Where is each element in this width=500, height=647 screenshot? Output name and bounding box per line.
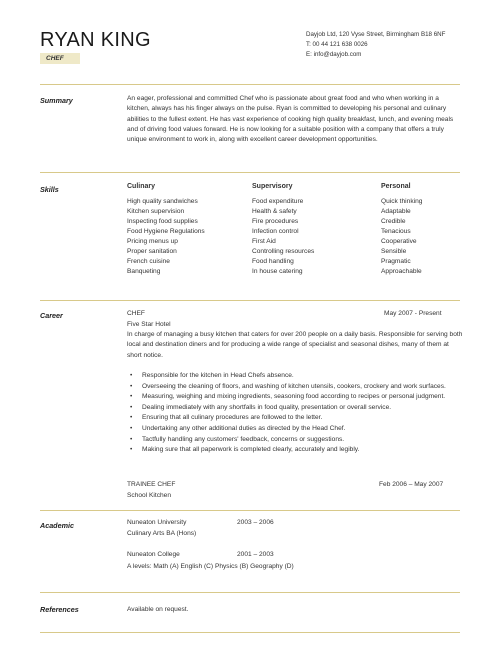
skill-item: In house catering (252, 268, 303, 275)
academic-qualification: Culinary Arts BA (Hons) (127, 530, 197, 537)
job-employer: Five Star Hotel (127, 321, 171, 328)
skill-item: French cuisine (127, 258, 170, 265)
references-heading: References (40, 605, 79, 614)
list-item: • Making sure that all paperwork is completed clearly, accurately and legibly. (130, 446, 360, 454)
skill-item: Fire procedures (252, 218, 299, 225)
list-item: • Responsible for the kitchen in Head Chefs absence. (130, 372, 294, 379)
skill-item: Pragmatic (381, 258, 411, 265)
section-divider (40, 632, 460, 633)
academic-institution: Nuneaton University (127, 519, 187, 526)
skills-heading: Skills (40, 185, 59, 194)
skill-item: Food Hygiene Regulations (127, 228, 205, 235)
job-role: TRAINEE CHEF (127, 481, 176, 488)
list-item: • Ensuring that all culinary procedures are followed to the letter. (130, 414, 323, 422)
skill-item: Infection control (252, 228, 299, 235)
skill-item: Pricing menus up (127, 238, 178, 245)
skill-item: First Aid (252, 238, 276, 245)
academic-qualification: A levels: Math (A) English (C) Physics (B) Geography (D) (127, 563, 294, 570)
skills-column-heading: Supervisory (252, 183, 293, 190)
skill-item: Kitchen supervision (127, 208, 185, 215)
job-description: In charge of managing a busy kitchen that caters for over 200 people on a daily basis. Responsible for serving both local and destination diners and for producing a wide range of specialist and seasonal dishes, many of them at short notice. (127, 331, 463, 359)
skill-item: Credible (381, 218, 406, 225)
section-divider (40, 84, 460, 85)
list-item: • Dealing immediately with any shortfalls in food quality, presentation or overall service. (130, 403, 392, 411)
skills-supervisory-column (252, 182, 314, 277)
skill-item: Food expenditure (252, 198, 304, 205)
career-heading: Career (40, 311, 63, 320)
academic-dates: 2001 – 2003 (237, 551, 274, 558)
skills-culinary-column (127, 182, 205, 277)
list-item: • Measuring, weighing and mixing ingredients, seasoning food according to recipes or personal judgment. (130, 393, 446, 401)
summary-text: An eager, professional and committed Chef who is passionate about great food and who when working in a kitchen, always has his finger always on the pulse. Ryan is committed to developing his personal and culinary abilities to the fullest extent. He has vast experience of cooking high quality breakfast, lunch, and evening meals and of driving food values forward. He is now looking for a suitable position with a company that offers a truly unique environment to work in, along with excellent career development opportunities. (127, 95, 454, 144)
skill-item: Controlling resources (252, 248, 315, 255)
job-duties-list (127, 371, 463, 455)
skill-item: Banqueting (127, 268, 161, 275)
list-item: • Undertaking any other additional duties as directed by the Head Chef. (130, 424, 346, 432)
skills-column-heading: Personal (381, 183, 411, 190)
academic-heading: Academic (40, 521, 74, 530)
skill-item: Health & safety (252, 208, 297, 215)
job-employer: School Kitchen (127, 492, 171, 499)
section-divider (40, 300, 460, 301)
skill-item: Adaptable (381, 208, 411, 215)
section-divider (40, 592, 460, 593)
skill-item: High quality sandwiches (127, 198, 198, 205)
contact-block (306, 30, 445, 60)
candidate-name: RYAN KING (40, 29, 151, 51)
skill-item: Tenacious (381, 228, 411, 235)
skill-item: Proper sanitation (127, 248, 177, 255)
skills-column-heading: Culinary (127, 183, 156, 190)
academic-institution: Nuneaton College (127, 551, 180, 558)
skill-item: Approachable (381, 268, 422, 275)
summary-heading: Summary (40, 96, 73, 105)
skill-item: Inspecting food supplies (127, 218, 198, 225)
list-item: • Overseeing the cleaning of floors, and washing of kitchen utensils, cookers, crockery and work surfaces. (130, 382, 446, 390)
contact-address: Dayjob Ltd, 120 Vyse Street, Birmingham B18 6NF (306, 31, 446, 38)
role-badge: CHEF (40, 53, 80, 64)
skill-item: Food handling (252, 258, 294, 265)
academic-dates: 2003 – 2006 (237, 519, 274, 526)
skill-item: Cooperative (381, 238, 417, 245)
references-text: Available on request. (127, 606, 189, 613)
contact-phone: T: 00 44 121 638 0026 (306, 41, 368, 48)
contact-email[interactable]: E: info@dayjob.com (306, 51, 362, 58)
skill-item: Quick thinking (381, 198, 423, 205)
job-dates: May 2007 - Present (384, 310, 442, 317)
skills-personal-column (381, 182, 422, 277)
job-role: CHEF (127, 310, 145, 317)
list-item: • Tactfully handling any customers' feedback, concerns or suggestions. (130, 435, 345, 443)
section-divider (40, 510, 460, 511)
skill-item: Sensible (381, 248, 407, 255)
job-dates: Feb 2006 – May 2007 (379, 481, 444, 488)
section-divider (40, 172, 460, 173)
